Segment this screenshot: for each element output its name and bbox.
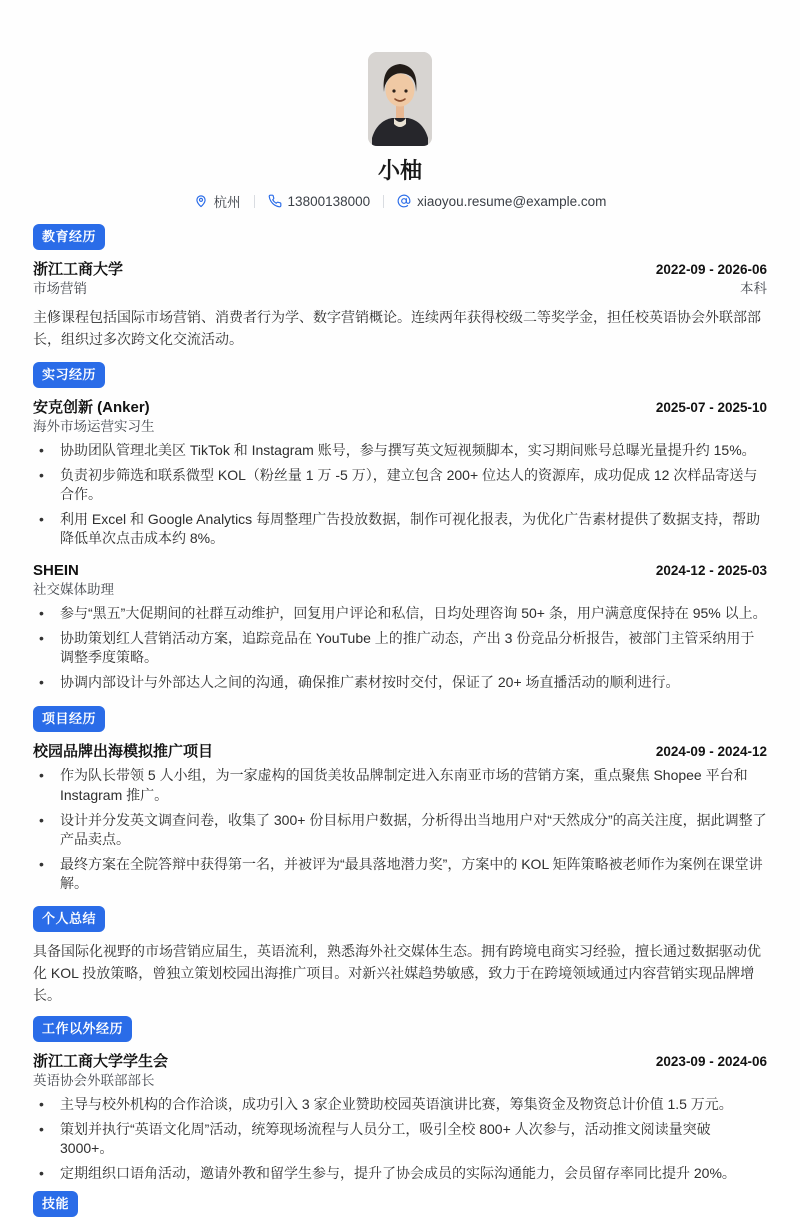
org-name: 浙江工商大学学生会 [33,1052,169,1070]
education-major: 市场营销 [33,281,87,296]
bullet-item: • 主导与校外机构的合作洽谈，成功引入 3 家企业赞助校园英语演讲比赛，筹集资金及物资总计价值 1.5 万元。 [33,1095,767,1115]
profile-photo-illustration [368,52,432,146]
project-title: 校园品牌出海模拟推广项目 [33,743,214,761]
resume-header [0,0,800,211]
role-title: 社交媒体助理 [33,581,114,597]
bullet-item: • 最终方案在全院答辩中获得第一名，并被评为“最具落地潜力奖”，方案中的 KOL 矩阵策略被老师作为案例在课堂讲解。 [33,855,767,894]
internship-entry [33,561,767,692]
at-sign-icon [397,194,411,208]
section-badge-project: 项目经历 [33,706,105,732]
project-bullet-list [33,766,767,894]
internship-entry-sub [33,418,767,436]
internship-entry-sub [33,581,767,599]
internship-entry [33,398,767,549]
contact-email [384,194,619,209]
contact-location-text: 杭州 [213,195,241,210]
role-title: 海外市场运营实习生 [33,419,155,434]
bullet-item: • 协助团队管理北美区 TikTok 和 Instagram 账号，参与撰写英文短视频脚本，实习期间账号总曝光量提升约 15%。 [33,441,767,461]
school-name: 浙江工商大学 [33,261,124,278]
education-entry [33,260,767,350]
contact-location [181,191,254,211]
extracurricular-bullet-list [33,1095,767,1183]
bullet-item: • 协调内部设计与外部达人之间的沟通，确保推广素材按时交付，保证了 20+ 场直播活动的顺利进行。 [33,673,767,693]
bullet-item: • 负责初步筛选和联系微型 KOL（粉丝量 1 万 -5 万），建立包含 200+ 位达人的资源库，成功促成 12 次样品寄送与合作。 [33,466,767,505]
section-extracurricular [33,1016,767,1183]
bullet-item: • 作为队长带领 5 人小组，为一家虚构的国货美妆品牌制定进入东南亚市场的营销方案，重点聚焦 Shopee 平台和 Instagram 推广。 [33,766,767,805]
project-date: 2024-09 - 2024-12 [655,744,767,760]
contact-phone [255,194,384,209]
internship-entry-head [33,398,767,417]
resume-body [0,224,800,1217]
location-pin-icon [194,194,208,208]
section-badge-internship: 实习经历 [33,362,105,388]
candidate-name: 小柚 [377,158,422,183]
bullet-item: • 设计并分发英文调查问卷，收集了 300+ 份目标用户数据，分析得出当地用户对“天然成分”的高关注度，据此调整了产品卖点。 [33,811,767,850]
education-description: 主修课程包括国际市场营销、消费者行为学、数字营销概论。连续两年获得校级二等奖学金，担任校英语协会外联部部长，组织过多次跨文化交流活动。 [33,309,761,347]
summary-text: 具备国际化视野的市场营销应届生，英语流利，熟悉海外社交媒体生态。拥有跨境电商实习经验，擅长通过数据驱动优化 KOL 投放策略，曾独立策划校园出海推广项目。对新兴社媒趋势敏感，致力于在跨境领域通过内容营销实现品牌增长。 [33,942,761,1003]
education-entry-sub [33,280,767,298]
extracurricular-entry [33,1052,767,1183]
company-name: SHEIN [33,561,79,579]
profile-photo [368,52,432,146]
project-entry-head [33,742,767,761]
internship-bullet-list [33,441,767,549]
extracurricular-entry-head [33,1052,767,1071]
contact-phone-text: 13800138000 [287,193,371,209]
section-summary [33,906,767,1006]
education-degree: 本科 [740,281,767,296]
internship-date: 2025-07 - 2025-10 [655,400,767,415]
internship-date: 2024-12 - 2025-03 [655,562,767,578]
section-skills [33,1191,767,1217]
contact-row [0,191,800,211]
internship-bullet-list [33,604,767,692]
company-name: 安克创新 (Anker) [33,399,150,416]
bullet-item: • 协助策划红人营销活动方案，追踪竞品在 YouTube 上的推广动态，产出 3 份竞品分析报告，被部门主管采纳用于调整季度策略。 [33,629,767,668]
section-badge-skills: 技能 [33,1191,78,1217]
section-badge-extracurricular: 工作以外经历 [33,1016,132,1042]
bullet-item: • 定期组织口语角活动，邀请外教和留学生参与，提升了协会成员的实际沟通能力，会员留存率同比提升 20%。 [33,1164,767,1184]
section-education [33,224,767,350]
phone-icon [268,194,282,208]
project-entry [33,742,767,894]
bullet-item: • 策划并执行“英语文化周”活动，统筹现场流程与人员分工，吸引全校 800+ 人次参与，活动推文阅读量突破 3000+。 [33,1120,767,1159]
section-badge-summary: 个人总结 [33,906,105,932]
internship-entry-head [33,561,767,580]
education-date: 2022-09 - 2026-06 [655,262,767,277]
section-badge-education: 教育经历 [33,224,105,250]
extracurricular-date: 2023-09 - 2024-06 [655,1053,767,1069]
extracurricular-entry-sub [33,1072,767,1090]
contact-email-text: xiaoyou.resume@example.com [417,193,607,209]
bullet-item: • 利用 Excel 和 Google Analytics 每周整理广告投放数据，制作可视化报表，为优化广告素材提供了数据支持，帮助降低单次点击成本约 8%。 [33,510,767,549]
role-title: 英语协会外联部部长 [33,1072,155,1088]
education-entry-head [33,260,767,279]
section-project [33,706,767,894]
section-internship [33,362,767,692]
bullet-item: • 参与“黑五”大促期间的社群互动维护，回复用户评论和私信，日均处理咨询 50+ 条，用户满意度保持在 95% 以上。 [33,604,767,624]
